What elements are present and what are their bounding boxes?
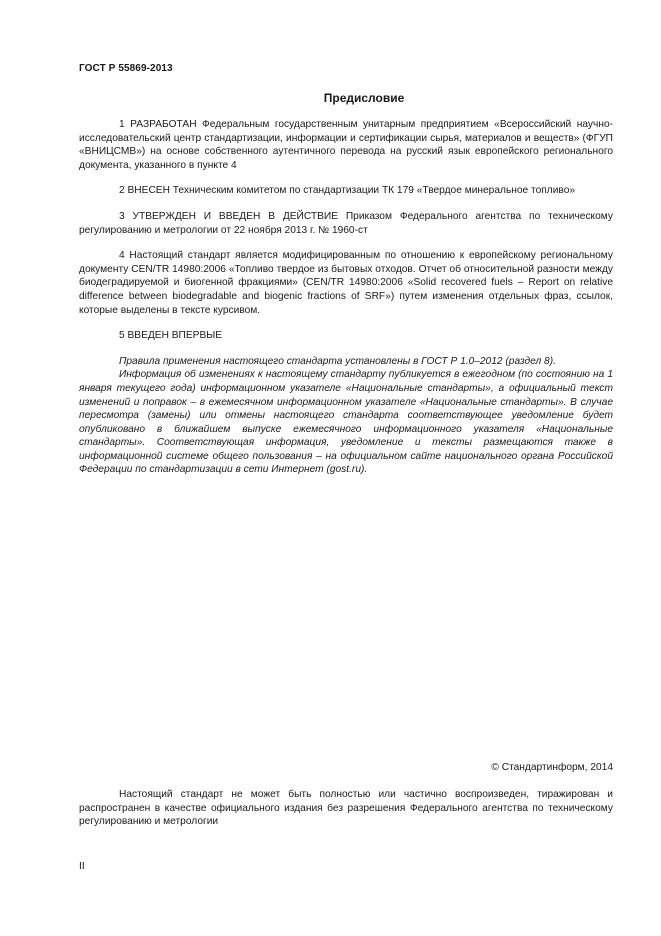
preface-content (79, 118, 613, 477)
paragraph-introduced: 2 ВНЕСЕН Техническим комитетом по стандартизации ТК 179 «Твердое минеральное топливо» (119, 185, 576, 197)
section-title (79, 91, 613, 105)
paragraph-modified: 4 Настоящий стандарт является модифицированным по отношению к европейскому региональному документу CEN/TR 14980:2006 «Топливо твердое из бытовых отходов. Отчет об относительной разности между биодеградируемой и биогенной фракциями» (CEN/TR 14980:2006 «Solid recovered fuels – Report on relative difference between biodegradable and biogenic fractions of SRF») путем изменения отдельных фраз, ссылок, которые выделены в тексте курсивом. (79, 250, 613, 316)
notice-rules: Правила применения настоящего стандарта установлены в ГОСТ Р 1.0–2012 (раздел 8). (119, 355, 556, 367)
paragraph-approved: 3 УТВЕРЖДЕН И ВВЕДЕН В ДЕЙСТВИЕ Приказом Федерального агентства по техническому регулированию и метрологии от 22 ноября 2013 г. № 1960-ст (79, 210, 613, 236)
notice-info: Информация об изменениях к настоящему стандарту публикуется в ежегодном (по состоянию на 1 января текущего года) информационном указателе «Национальные стандарты», а официальный текст изменений и поправок – в ежемесячном информационном указателе «Национальные стандарты». В случае пересмотра (замены) или отмены настоящего стандарта соответствующее уведомление будет опубликовано в ближайшем выпуске ежемесячного информационного указателя «Национальные стандарты». Соответствующая информация, уведомление и тексты размещаются также в информационной системе общего пользования – на официальном сайте национального органа Российской Федерации по стандартизации в сети Интернет (gost.ru). (79, 369, 613, 476)
standard-id-header: ГОСТ Р 55869-2013 (79, 63, 173, 74)
page-number: II (79, 861, 85, 872)
copyright-notice: © Стандартинформ, 2014 (491, 762, 613, 773)
section-title-text: Предисловие (323, 91, 405, 105)
reproduction-notice: Настоящий стандарт не может быть полностью или частично воспроизведен, тиражирован и распространен в качестве официального издания без разрешения Федерального агентства по техническому регулированию и метрологии (79, 789, 613, 828)
paragraph-first-introduced: 5 ВВЕДЕН ВПЕРВЫЕ (119, 330, 223, 342)
paragraph-developed: 1 РАЗРАБОТАН Федеральным государственным унитарным предприятием «Всероссийский научно-исследовательский центр стандартизации, информации и сертификации сырья, материалов и веществ» (ФГУП «ВНИЦСМВ») на основе собственного аутентичного перевода на русский язык европейского регионального документа, указанного в пункте 4 (79, 119, 613, 171)
